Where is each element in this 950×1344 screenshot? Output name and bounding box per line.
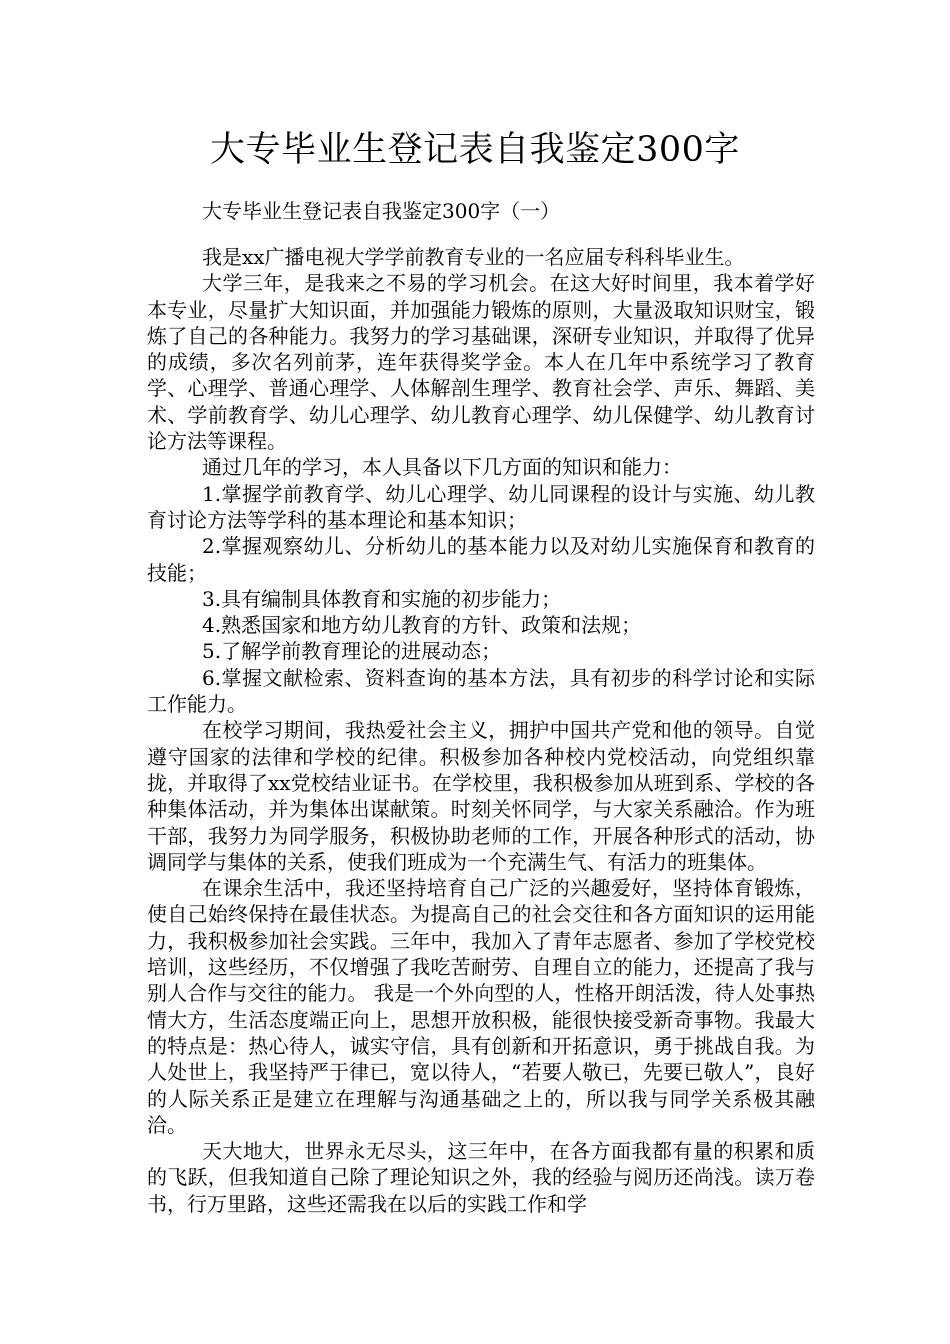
- list-item-ability-3: 3.具有编制具体教育和实施的初步能力；: [202, 586, 562, 611]
- paragraph-extracurricular: 在课余生活中，我还坚持培育自己广泛的兴趣爱好，坚持体育锻炼，使自己始终保持在最佳状态。为提高自己的社会交往和各方面知识的运用能力，我积极参加社会实践。三年中，我加入了青年志愿者、参加了学校党校培训，这些经历，不仅增强了我吃苦耐劳、自理自立的能力，还提高了我与别人合作与交往的能力。 我是一个外向型的人，性格开朗活泼，待人处事热情大方，生活态度端正向上，思想开放积极，能很快接受新奇事物。我最大的特点是：热心待人，诚实守信，具有创新和开拓意识，勇于挑战自我。为人处世上，我坚持严于律已，宽以待人，“若要人敬已，先要已敬人”，良好的人际关系正是建立在理解与沟通基础之上的，所以我与同学关系极其融洽。: [147, 876, 815, 1137]
- list-item-ability-5: 5.了解学前教育理论的进展动态；: [202, 639, 502, 664]
- document-title: 大专毕业生登记表自我鉴定300字: [210, 130, 740, 170]
- list-item-ability-1: 1.掌握学前教育学、幼儿心理学、幼儿同课程的设计与实施、幼儿教育讨论方法等学科的基本理论和基本知识；: [147, 481, 815, 532]
- list-item-ability-6: 6.掌握文献检索、资料查询的基本方法，具有初步的科学讨论和实际工作能力。: [147, 665, 815, 717]
- paragraph-conclusion: 天大地大，世界永无尽头，这三年中，在各方面我都有量的积累和质的飞跃，但我知道自己除了理论知识之外，我的经验与阅历还尚浅。读万卷书，行万里路，这些还需我在以后的实践工作和学: [147, 1139, 815, 1216]
- section-subtitle: 大专毕业生登记表自我鉴定300字（一）: [202, 199, 561, 223]
- paragraph-intro: 我是xx广播电视大学学前教育专业的一名应届专科科毕业生。: [202, 245, 745, 269]
- list-item-ability-4: 4.熟悉国家和地方幼儿教育的方针、政策和法规；: [202, 613, 642, 638]
- paragraph-study: 大学三年，是我来之不易的学习机会。在这大好时间里，我本着学好本专业，尽量扩大知识面，并加强能力锻炼的原则，大量汲取知识财宝，锻炼了自己的各种能力。我努力的学习基础课，深研专业知识，并取得了优异的成绩，多次名列前茅，连年获得奖学金。本人在几年中系统学习了教育学、心理学、普通心理学、人体解剖生理学、教育社会学、声乐、舞蹈、美术、学前教育学、幼儿心理学、幼儿教育心理学、幼儿保健学、幼儿教育讨论方法等课程。: [147, 271, 815, 454]
- paragraph-abilities-intro: 通过几年的学习，本人具备以下几方面的知识和能力：: [202, 455, 682, 480]
- document-body: [147, 244, 815, 1217]
- list-item-ability-2: 2.掌握观察幼儿、分析幼儿的基本能力以及对幼儿实施保育和教育的技能；: [147, 534, 815, 585]
- paragraph-school-life: 在校学习期间，我热爱社会主义，拥护中国共产党和他的领导。自觉遵守国家的法律和学校的纪律。积极参加各种校内党校活动，向党组织靠拢，并取得了xx党校结业证书。在学校里，我积极参加从班到系、学校的各种集体活动，并为集体出谋献策。时刻关怀同学，与大家关系融洽。作为班干部，我努力为同学服务，积极协助老师的工作，开展各种形式的活动，协调同学与集体的关系，使我们班成为一个充满生气、有活力的班集体。: [147, 718, 815, 874]
